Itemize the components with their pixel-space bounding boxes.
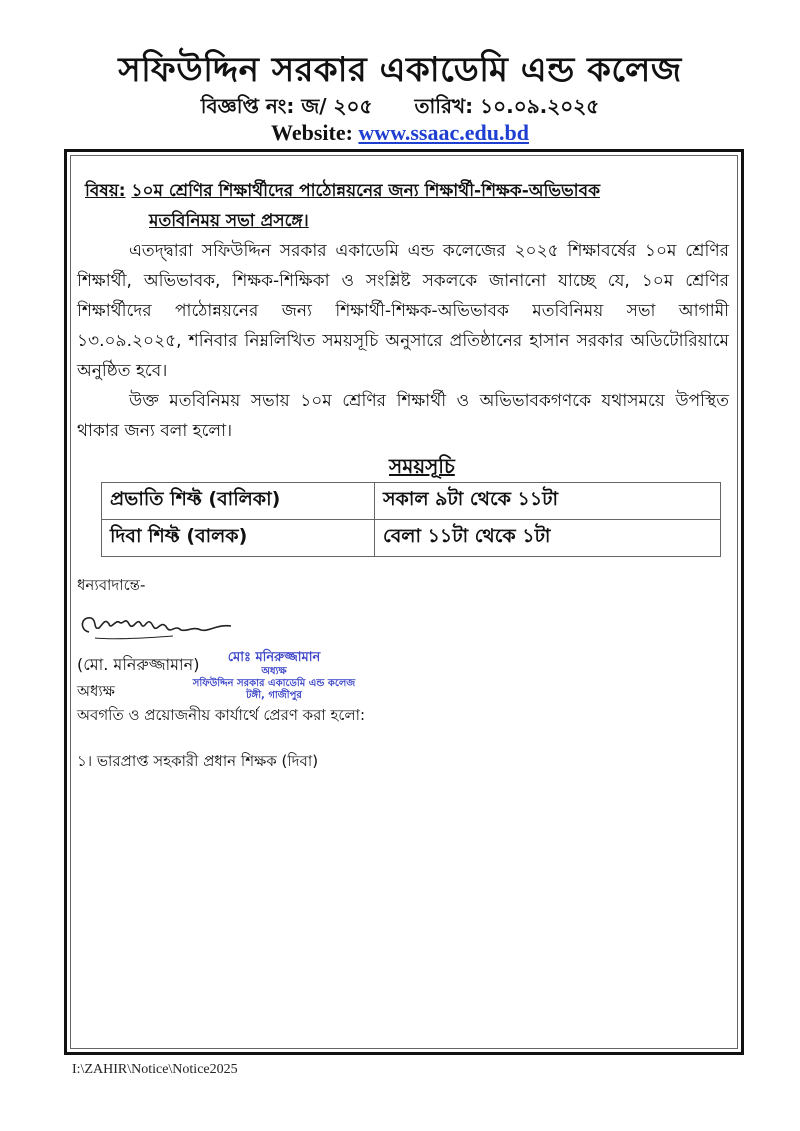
body-paragraph-2 bbox=[77, 386, 729, 446]
stamp-name: মোঃ মনিরুজ্জামান bbox=[227, 650, 321, 665]
notice-frame-inner bbox=[70, 155, 738, 1049]
institution-title: সফিউদ্দিন সরকার একাডেমি এন্ড কলেজ bbox=[118, 50, 682, 90]
schedule-title: সময়সূচি bbox=[389, 454, 455, 478]
body-paragraph-1-text: এতদ্দ্বারা সফিউদ্দিন সরকার একাডেমি এন্ড কলেজের ২০২৫ শিক্ষাবর্ষের ১০ম শ্রেণির শিক্ষার্থী, অভিভাবক, শিক্ষক-শিক্ষিকা ও সংশ্লিষ্ট সকলকে জানানো যাচ্ছে যে, ১০ম শ্রেণির শিক্ষার্থীদের পাঠোন্নয়নের জন্য শিক্ষার্থী-শিক্ষক-অভিভাবক মতবিনিময় সভা আগামী ১৩.০৯.২০২৫, শনিবার নিম্নলিখিত সময়সূচি অনুসারে প্রতিষ্ঠানের হাসান সরকার অডিটোরিয়ামে অনুষ্ঠিত হবে। bbox=[77, 241, 729, 381]
date-label: তারিখ: bbox=[414, 94, 474, 118]
notice-number: জ/ ২০৫ bbox=[301, 94, 373, 118]
schedule-table bbox=[101, 482, 721, 557]
stamp-role: অধ্যক্ষ bbox=[261, 666, 287, 677]
schedule-shift: প্রভাতি শিফ্ট (বালিকা) bbox=[102, 483, 375, 520]
signature-image bbox=[77, 602, 237, 648]
stamp-location: টঙ্গী, গাজীপুর bbox=[246, 690, 302, 701]
subject-line-1: ১০ম শ্রেণির শিক্ষার্থীদের পাঠোন্নয়নের জন্য শিক্ষার্থী-শিক্ষক-অভিভাবক bbox=[131, 181, 600, 201]
body-paragraph-1 bbox=[77, 236, 729, 386]
body-paragraph-2-text: উক্ত মতবিনিময় সভায় ১০ম শ্রেণির শিক্ষার্থী ও অভিভাবকগণকে যথাসময়ে উপস্থিত থাকার জন্য বলা হলো। bbox=[77, 391, 729, 441]
schedule-time: সকাল ৯টা থেকে ১১টা bbox=[375, 483, 721, 520]
schedule-row bbox=[102, 483, 721, 520]
website-link[interactable]: www.ssaac.edu.bd bbox=[358, 120, 529, 145]
website-label: Website: bbox=[271, 120, 353, 145]
subject-line-2: মতবিনিময় সভা প্রসঙ্গে। bbox=[149, 211, 309, 231]
schedule-shift: দিবা শিফ্ট (বালক) bbox=[102, 520, 375, 557]
schedule-row bbox=[102, 520, 721, 557]
official-stamp bbox=[179, 650, 369, 702]
notice-frame bbox=[64, 149, 744, 1055]
subject-label: বিষয়: bbox=[85, 181, 126, 201]
forward-note: অবগতি ও প্রয়োজনীয় কার্যার্থে প্রেরণ করা হলো: bbox=[77, 706, 366, 724]
signatory-name: (মো. মনিরুজ্জামান) bbox=[77, 655, 200, 674]
schedule-time: বেলা ১১টা থেকে ১টা bbox=[375, 520, 721, 557]
stamp-institution: সফিউদ্দিন সরকার একাডেমি এন্ড কলেজ bbox=[192, 678, 356, 689]
notice-number-label: বিজ্ঞপ্তি নং: bbox=[200, 94, 295, 118]
signatory-role: অধ্যক্ষ bbox=[77, 682, 115, 700]
notice-date: ১০.০৯.২০২৫ bbox=[480, 94, 600, 118]
website-line bbox=[0, 120, 800, 146]
file-path: I:\ZAHIR\Notice\Notice2025 bbox=[72, 1062, 238, 1077]
closing-thanks: ধন্যবাদান্তে- bbox=[77, 576, 146, 594]
subject bbox=[85, 176, 727, 236]
cc-list-item: ১। ভারপ্রাপ্ত সহকারী প্রধান শিক্ষক (দিবা) bbox=[77, 752, 319, 770]
